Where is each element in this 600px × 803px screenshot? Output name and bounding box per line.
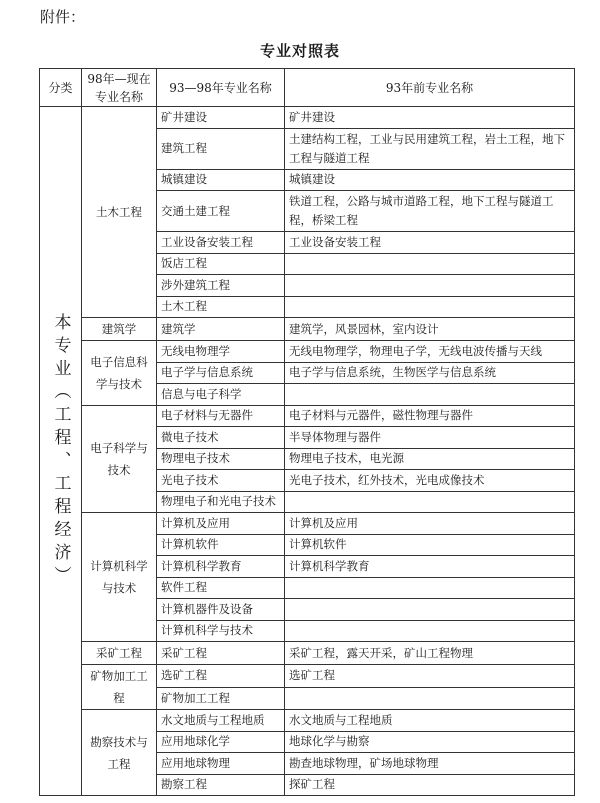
mid-major-cell: 饭店工程 (157, 253, 285, 275)
mid-major-cell: 工业设备安装工程 (157, 232, 285, 254)
mid-major-cell: 勘察工程 (157, 774, 285, 796)
mid-major-cell: 计算机科学教育 (157, 556, 285, 578)
current-major-cell: 电子信息科学与技术 (82, 341, 157, 406)
mid-major-cell: 微电子技术 (157, 427, 285, 449)
old-major-cell: 水文地质与工程地质 (285, 710, 575, 732)
header-mid: 93—98年专业名称 (157, 69, 285, 107)
old-major-cell: 物理电子技术，电光源 (285, 448, 575, 470)
mid-major-cell: 城镇建设 (157, 169, 285, 191)
old-major-cell: 电子学与信息系统，生物医学与信息系统 (285, 362, 575, 384)
table-row (40, 341, 575, 363)
table-row (40, 107, 575, 129)
mid-major-cell: 采矿工程 (157, 642, 285, 665)
old-major-cell (285, 275, 575, 297)
mid-major-cell: 物理电子技术 (157, 448, 285, 470)
mid-major-cell: 电子学与信息系统 (157, 362, 285, 384)
mid-major-cell: 无线电物理学 (157, 341, 285, 363)
old-major-cell: 探矿工程 (285, 774, 575, 796)
header-old: 93年前专业名称 (285, 69, 575, 107)
old-major-cell: 无线电物理学，物理电子学，无线电波传播与天线 (285, 341, 575, 363)
mid-major-cell: 矿井建设 (157, 107, 285, 129)
mid-major-cell: 计算机科学与技术 (157, 620, 285, 642)
current-major-cell: 土木工程 (82, 107, 157, 318)
old-major-cell: 勘查地球物理，矿场地球物理 (285, 753, 575, 775)
old-major-cell: 工业设备安装工程 (285, 232, 575, 254)
mid-major-cell: 交通土建工程 (157, 191, 285, 232)
mid-major-cell: 信息与电子科学 (157, 384, 285, 406)
current-major-cell: 建筑学 (82, 318, 157, 341)
old-major-cell (285, 253, 575, 275)
current-major-cell: 勘察技术与工程 (82, 710, 157, 796)
old-major-cell: 采矿工程，露天开采，矿山工程物理 (285, 642, 575, 665)
mid-major-cell: 水文地质与工程地质 (157, 710, 285, 732)
mid-major-cell: 电子材料与无器件 (157, 405, 285, 427)
old-major-cell: 计算机软件 (285, 534, 575, 556)
old-major-cell: 光电子技术，红外技术，光电成像技术 (285, 470, 575, 492)
current-major-cell: 计算机科学与技术 (82, 513, 157, 642)
old-major-cell: 矿井建设 (285, 107, 575, 129)
mid-major-cell: 涉外建筑工程 (157, 275, 285, 297)
header-category: 分类 (40, 69, 82, 107)
current-major-cell: 矿物加工工程 (82, 665, 157, 710)
mid-major-cell: 建筑学 (157, 318, 285, 341)
table-row (40, 513, 575, 535)
attachment-label: 附件： (40, 8, 86, 26)
table-row (40, 405, 575, 427)
mid-major-cell: 应用地球化学 (157, 731, 285, 753)
mid-major-cell: 软件工程 (157, 577, 285, 599)
old-major-cell: 半导体物理与器件 (285, 427, 575, 449)
old-major-cell (285, 620, 575, 642)
old-major-cell (285, 687, 575, 710)
mid-major-cell: 建筑工程 (157, 128, 285, 169)
old-major-cell: 城镇建设 (285, 169, 575, 191)
category-label: 本专业（工程、工程经济） (50, 313, 71, 589)
old-major-cell (285, 599, 575, 621)
old-major-cell: 选矿工程 (285, 665, 575, 688)
old-major-cell: 地球化学与勘察 (285, 731, 575, 753)
old-major-cell: 铁道工程，公路与城市道路工程，地下工程与隧道工程，桥梁工程 (285, 191, 575, 232)
table-row (40, 710, 575, 732)
header-row (40, 69, 575, 107)
table-row (40, 642, 575, 665)
category-cell (40, 107, 82, 796)
page-title: 专业对照表 (259, 42, 340, 60)
table-body (40, 107, 575, 796)
table-row (40, 318, 575, 341)
old-major-cell (285, 296, 575, 318)
current-major-cell: 采矿工程 (82, 642, 157, 665)
mid-major-cell: 光电子技术 (157, 470, 285, 492)
mid-major-cell: 物理电子和光电子技术 (157, 491, 285, 513)
old-major-cell (285, 384, 575, 406)
current-major-cell: 电子科学与技术 (82, 405, 157, 513)
old-major-cell: 电子材料与元器件，磁性物理与器件 (285, 405, 575, 427)
header-current: 98年—现在专业名称 (82, 69, 157, 107)
mid-major-cell: 计算机及应用 (157, 513, 285, 535)
table-row (40, 665, 575, 688)
old-major-cell: 建筑学，风景园林，室内设计 (285, 318, 575, 341)
major-comparison-table (39, 68, 575, 796)
mid-major-cell: 矿物加工工程 (157, 687, 285, 710)
mid-major-cell: 计算机器件及设备 (157, 599, 285, 621)
old-major-cell: 计算机科学教育 (285, 556, 575, 578)
old-major-cell (285, 577, 575, 599)
mid-major-cell: 土木工程 (157, 296, 285, 318)
mid-major-cell: 选矿工程 (157, 665, 285, 688)
old-major-cell: 计算机及应用 (285, 513, 575, 535)
old-major-cell: 土建结构工程，工业与民用建筑工程，岩土工程，地下工程与隧道工程 (285, 128, 575, 169)
mid-major-cell: 应用地球物理 (157, 753, 285, 775)
mid-major-cell: 计算机软件 (157, 534, 285, 556)
old-major-cell (285, 491, 575, 513)
